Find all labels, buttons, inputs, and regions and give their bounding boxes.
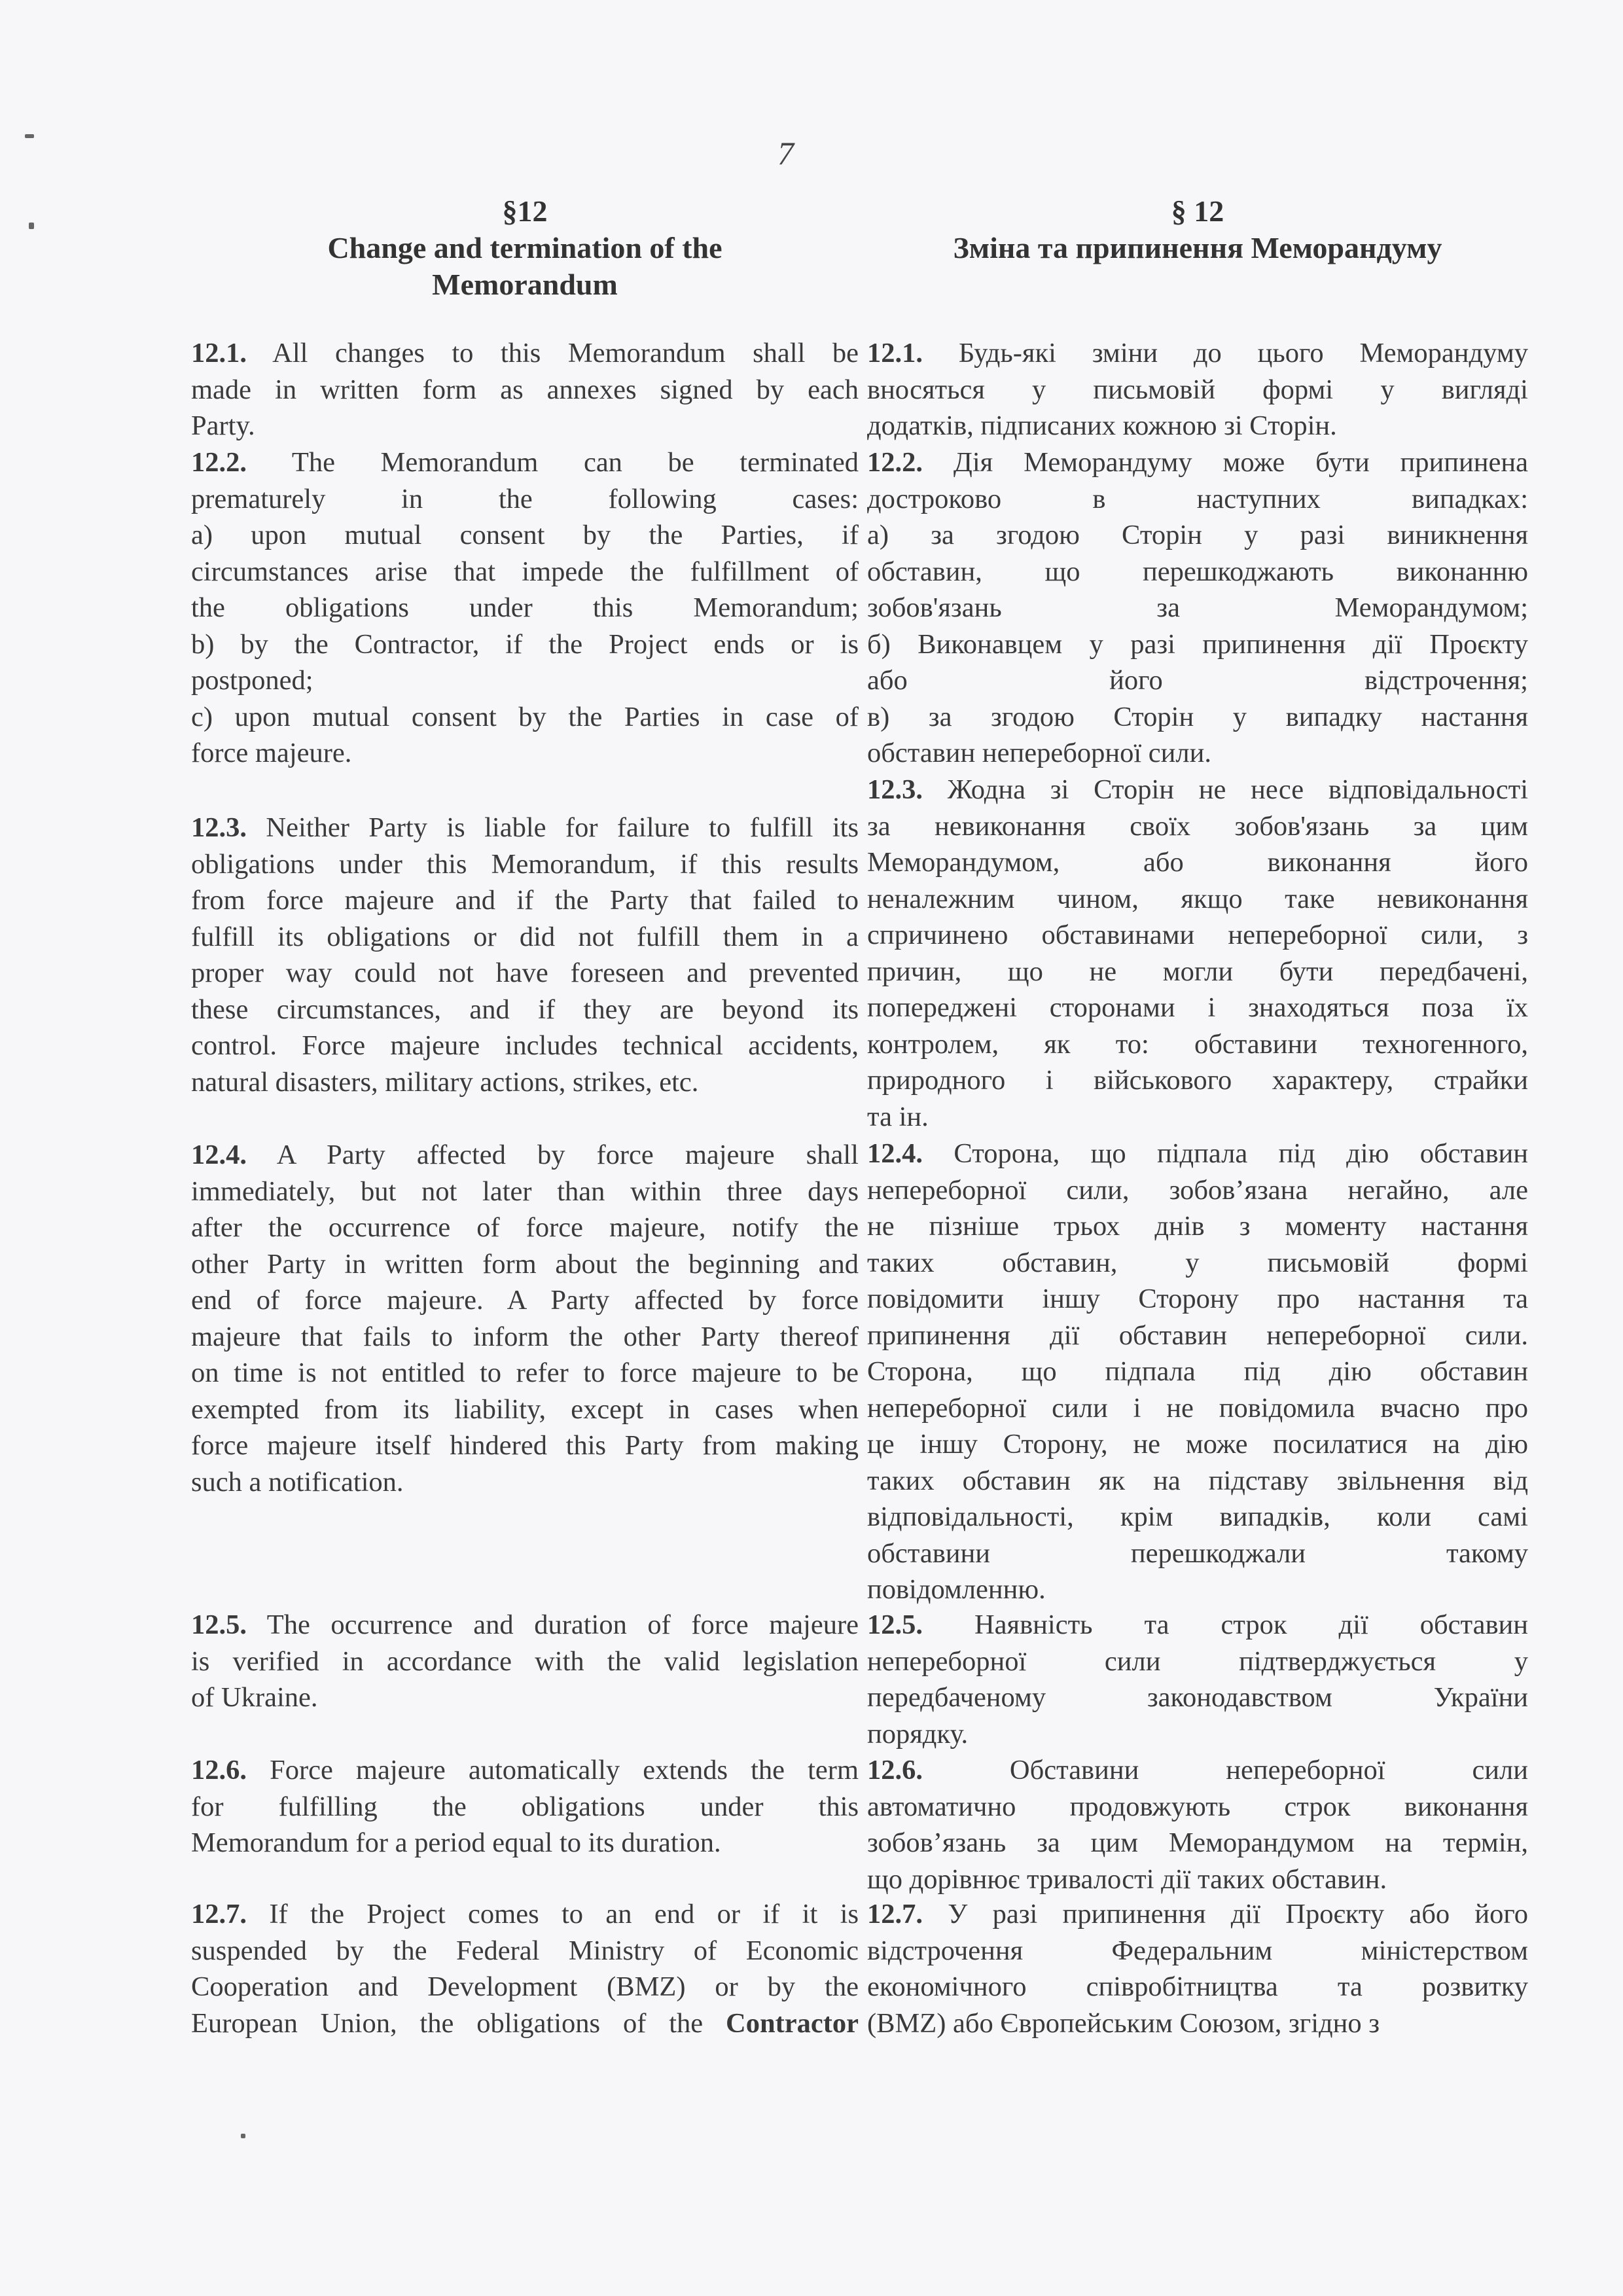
- clause-text: непереборної сили підтверджується у: [867, 1645, 1528, 1677]
- clause-12-1-uk: [867, 335, 1528, 444]
- clause-line: [191, 444, 859, 481]
- clause-text: відповідальності, крім випадків, коли самі: [867, 1501, 1528, 1532]
- clause-line: [867, 1789, 1528, 1825]
- clause-text: обставин, що перешкоджають виконанню: [867, 556, 1528, 587]
- clause-text: obligations under this Memorandum, if this results: [191, 848, 859, 880]
- clause-text: таких обставин, у письмовій формі: [867, 1247, 1528, 1278]
- clause-line: [191, 1933, 859, 1969]
- clause-line: [191, 2005, 859, 2042]
- clause-line: [867, 372, 1528, 408]
- clause-12-3-en: [191, 810, 859, 1100]
- clause-line: [191, 1210, 859, 1246]
- section-title-en-line1: Change and termination of the: [327, 231, 722, 264]
- clause-number: 12.4.: [867, 1138, 923, 1169]
- clause-line: [867, 1136, 1528, 1172]
- clause-text: неналежним чином, якщо таке невиконання: [867, 883, 1528, 914]
- clause-line: [867, 1026, 1528, 1063]
- clause-line: [191, 1427, 859, 1464]
- clause-line: [191, 517, 859, 554]
- clause-text: достроково в наступних випадках:: [867, 483, 1528, 514]
- clause-text: обставин непереборної сили.: [867, 738, 1211, 768]
- clause-12-2-uk: [867, 444, 1528, 772]
- clause-text: suspended by the Federal Ministry of Economic: [191, 1935, 859, 1966]
- clause-text: exempted from its liability, except in cases when: [191, 1393, 859, 1425]
- clause-line: [867, 2005, 1528, 2042]
- clause-text: of Ukraine.: [191, 1682, 318, 1713]
- clause-text: зобов’язань за цим Меморандумом на термін,: [867, 1827, 1528, 1858]
- clause-number: 12.5.: [191, 1609, 247, 1640]
- clause-number: 12.1.: [867, 338, 923, 368]
- clause-text: is verified in accordance with the valid legislation: [191, 1645, 859, 1677]
- clause-line: [867, 1571, 1528, 1608]
- clause-line: [191, 1752, 859, 1789]
- clause-line: [867, 1208, 1528, 1245]
- clause-line: [191, 1391, 859, 1428]
- clause-line: [867, 662, 1528, 699]
- clause-12-5-en: [191, 1607, 859, 1716]
- clause-text: додатків, підписаних кожною зі Сторін.: [867, 410, 1337, 441]
- clause-line: [191, 1282, 859, 1319]
- clause-number: 12.5.: [867, 1609, 923, 1640]
- scan-speck: [29, 223, 34, 229]
- clause-line: [867, 1426, 1528, 1463]
- clause-line: [867, 881, 1528, 918]
- clause-line: [867, 1463, 1528, 1499]
- clause-text: Memorandum for a period equal to its duration.: [191, 1827, 721, 1858]
- clause-line: [867, 1969, 1528, 2005]
- clause-text: Обставини непереборної сили: [1009, 1755, 1529, 1785]
- clause-text: c) upon mutual consent by the Parties in case of: [191, 701, 859, 732]
- clause-line: [867, 1354, 1528, 1390]
- clause-line: [191, 1174, 859, 1210]
- clause-line: [867, 1825, 1528, 1861]
- clause-text: або його відстрочення;: [867, 665, 1528, 696]
- clause-line: [191, 882, 859, 919]
- clause-text: The occurrence and duration of force majeure: [266, 1609, 859, 1640]
- clause-line: [867, 917, 1528, 954]
- clause-line: [867, 335, 1528, 372]
- clause-line: [867, 481, 1528, 518]
- clause-text: Дія Меморандуму може бути припинена: [953, 447, 1529, 478]
- clause-line: [867, 590, 1528, 626]
- clause-line: [867, 1679, 1528, 1716]
- clause-line: [867, 1716, 1528, 1753]
- clause-line: [867, 1607, 1528, 1643]
- clause-text: these circumstances, and if they are beyond its: [191, 994, 859, 1025]
- clause-text: A Party affected by force majeure shall: [276, 1139, 859, 1170]
- clause-text: автоматично продовжують строк виконання: [867, 1791, 1528, 1822]
- clause-line: [867, 444, 1528, 481]
- clause-text: immediately, but not later than within three days: [191, 1175, 859, 1207]
- clause-text: force majeure.: [191, 738, 352, 768]
- section-title-en-line2: Memorandum: [432, 268, 618, 301]
- clause-line: [867, 1752, 1528, 1789]
- clause-line: [191, 1896, 859, 1933]
- clause-text: made in written form as annexes signed by each: [191, 374, 859, 405]
- clause-line: [867, 554, 1528, 590]
- clause-line: [867, 517, 1528, 554]
- clause-line: [867, 626, 1528, 663]
- clause-number: 12.2.: [191, 447, 247, 478]
- clause-12-7-uk: [867, 1896, 1528, 2041]
- clause-text: це іншу Сторону, не може посилатися на дію: [867, 1429, 1528, 1460]
- clause-text: повідомити іншу Сторону про настання та: [867, 1283, 1528, 1314]
- clause-text: припинення дії обставин непереборної сили.: [867, 1319, 1528, 1351]
- clause-line: [191, 590, 859, 626]
- clause-line: [191, 1607, 859, 1643]
- clause-12-1-en: [191, 335, 859, 444]
- clause-text: порядку.: [867, 1718, 969, 1749]
- clause-text: природного і військового характеру, страйки: [867, 1065, 1528, 1096]
- clause-text: after the occurrence of force majeure, notify the: [191, 1212, 859, 1243]
- clause-line: [191, 919, 859, 956]
- clause-text: що дорівнює тривалості дії таких обставин.: [867, 1863, 1387, 1895]
- clause-line: [867, 1099, 1528, 1136]
- clause-number: 12.4.: [191, 1139, 247, 1170]
- clause-text: непереборної сили, зобов’язана негайно, але: [867, 1174, 1528, 1206]
- clause-text: Neither Party is liable for failure to fulfill its: [266, 812, 859, 843]
- clause-12-3-uk: [867, 772, 1528, 1135]
- clause-text: for fulfilling the obligations under this: [191, 1791, 859, 1822]
- clause-text: контролем, як то: обставини техногенного,: [867, 1028, 1528, 1060]
- section-title-uk: Зміна та припинення Меморандуму: [953, 231, 1442, 264]
- clause-number: 12.1.: [191, 338, 247, 368]
- clause-number: 12.6.: [867, 1755, 923, 1785]
- clause-line: [867, 1390, 1528, 1427]
- clause-line: [191, 992, 859, 1028]
- clause-line: [191, 1137, 859, 1174]
- clause-text: Сторона, що підпала під дію обставин: [867, 1356, 1528, 1387]
- clause-line: [867, 808, 1528, 845]
- clause-text: Сторона, що підпала під дію обставин: [954, 1138, 1529, 1169]
- clause-number: 12.2.: [867, 447, 923, 478]
- clause-text: end of force majeure. A Party affected by force: [191, 1285, 859, 1316]
- scan-speck: [25, 134, 34, 138]
- clause-text: Наявність та строк дії обставин: [974, 1609, 1528, 1640]
- clause-text: the obligations under this Memorandum;: [191, 592, 859, 623]
- clause-line: [191, 810, 859, 846]
- clause-text: Force majeure automatically extends the term: [270, 1755, 859, 1785]
- clause-text: force majeure itself hindered this Party from making: [191, 1430, 859, 1461]
- clause-number: 12.3.: [191, 812, 247, 843]
- clause-text: а) за згодою Сторін у разі виникнення: [867, 520, 1528, 550]
- clause-text: majeure that fails to inform the other Party thereof: [191, 1321, 859, 1352]
- clause-text: proper way could not have foreseen and prevented: [191, 958, 859, 988]
- clause-line: [191, 1789, 859, 1825]
- clause-12-6-uk: [867, 1752, 1528, 1897]
- clause-line: [867, 408, 1528, 444]
- clause-line: [867, 1062, 1528, 1099]
- clause-text: other Party in written form about the beginning and: [191, 1248, 859, 1280]
- clause-text: All changes to this Memorandum shall be: [272, 338, 859, 368]
- clause-text: відстрочення Федеральним міністерством: [867, 1935, 1528, 1966]
- clause-line: [191, 846, 859, 883]
- clause-line: [191, 1643, 859, 1680]
- clause-line: [867, 1281, 1528, 1318]
- section-number-en: §12: [502, 194, 548, 228]
- clause-line: [191, 1355, 859, 1391]
- clause-number: 12.7.: [867, 1899, 923, 1929]
- clause-line: [867, 990, 1528, 1026]
- section-number-uk: § 12: [1171, 194, 1224, 228]
- clause-line: [867, 954, 1528, 990]
- clause-line: [191, 662, 859, 699]
- clause-line: [867, 1933, 1528, 1969]
- clause-line: [867, 1896, 1528, 1933]
- clause-line: [191, 1028, 859, 1064]
- contractor-term: Contractor: [726, 2007, 859, 2039]
- clause-line: [191, 955, 859, 992]
- section-heading-en: [191, 193, 859, 303]
- clause-line: [191, 335, 859, 372]
- clause-text: If the Project comes to an end or if it is: [269, 1899, 859, 1929]
- clause-text: б) Виконавцем у разі припинення дії Проєкту: [867, 628, 1528, 660]
- clause-text: економічного співробітництва та розвитку: [867, 1971, 1528, 2002]
- clause-line: [191, 1246, 859, 1283]
- clause-text: зобов'язань за Меморандумом;: [867, 592, 1528, 623]
- clause-text: circumstances arise that impede the fulfillment of: [191, 556, 859, 587]
- clause-text: European Union, the obligations of the: [191, 2007, 704, 2039]
- clause-line: [191, 481, 859, 518]
- clause-line: [867, 1499, 1528, 1535]
- clause-line: [867, 1861, 1528, 1898]
- clause-text: спричинено обставинами непереборної сили, з: [867, 920, 1528, 950]
- clause-text: Меморандумом, або виконання його: [867, 847, 1528, 878]
- clause-12-6-en: [191, 1752, 859, 1861]
- clause-text: непереборної сили і не повідомила вчасно про: [867, 1392, 1528, 1424]
- clause-line: [191, 372, 859, 408]
- clause-12-2-en: [191, 444, 859, 772]
- clause-line: [867, 1245, 1528, 1282]
- clause-line: [191, 1679, 859, 1716]
- clause-12-5-uk: [867, 1607, 1528, 1752]
- clause-text: обставини перешкоджали такому: [867, 1537, 1528, 1569]
- clause-line: [191, 1969, 859, 2005]
- clause-text: Party.: [191, 410, 255, 441]
- clause-line: [867, 1643, 1528, 1680]
- clause-number: 12.3.: [867, 774, 923, 805]
- clause-text: та ін.: [867, 1101, 929, 1132]
- clause-text: не пізніше трьох днів з моменту настання: [867, 1211, 1528, 1242]
- clause-number: 12.6.: [191, 1755, 247, 1785]
- clause-text: prematurely in the following cases:: [191, 483, 859, 514]
- section-heading-uk: [867, 193, 1528, 266]
- clause-text: передбаченому законодавством України: [867, 1682, 1528, 1713]
- clause-line: [191, 626, 859, 663]
- clause-line: [191, 699, 859, 736]
- clause-text: on time is not entitled to refer to force majeure to be: [191, 1357, 859, 1388]
- clause-text: У разі припинення дії Проєкту або його: [948, 1899, 1528, 1929]
- clause-line: [867, 844, 1528, 881]
- clause-line: [867, 772, 1528, 808]
- clause-text: за невиконання своїх зобов'язань за цим: [867, 810, 1528, 842]
- clause-12-4-en: [191, 1137, 859, 1500]
- clause-line: [191, 1464, 859, 1501]
- clause-text: вносяться у письмовій формі у вигляді: [867, 374, 1528, 405]
- page-number: 7: [777, 135, 794, 171]
- clause-line: [867, 1318, 1528, 1354]
- clause-12-7-en: [191, 1896, 859, 2041]
- clause-text: в) за згодою Сторін у випадку настання: [867, 701, 1528, 732]
- clause-line: [191, 1319, 859, 1355]
- clause-text: from force majeure and if the Party that failed to: [191, 885, 859, 916]
- clause-line: [191, 554, 859, 590]
- clause-text: повідомленню.: [867, 1574, 1046, 1605]
- clause-text: таких обставин як на підставу звільнення від: [867, 1465, 1528, 1496]
- clause-text: Будь-які зміни до цього Меморандуму: [958, 338, 1529, 368]
- clause-text: Cooperation and Development (BMZ) or by the: [191, 1971, 859, 2002]
- clause-line: [191, 1825, 859, 1861]
- clause-line: [191, 408, 859, 444]
- clause-text: The Memorandum can be terminated: [291, 447, 859, 478]
- clause-text: попереджені сторонами і знаходяться поза їх: [867, 992, 1528, 1023]
- clause-text: postponed;: [191, 665, 313, 696]
- clause-line: [191, 1064, 859, 1101]
- clause-text: Жодна зі Сторін не несе відповідальності: [947, 774, 1529, 805]
- clause-number: 12.7.: [191, 1899, 247, 1929]
- clause-text: natural disasters, military actions, strikes, etc.: [191, 1066, 699, 1098]
- clause-12-4-uk: [867, 1136, 1528, 1608]
- clause-text: причин, що не могли бути передбачені,: [867, 956, 1528, 987]
- clause-line: [867, 735, 1528, 772]
- clause-line: [867, 1535, 1528, 1572]
- clause-text: control. Force majeure includes technical accidents,: [191, 1030, 859, 1061]
- clause-line: [191, 735, 859, 772]
- clause-text: b) by the Contractor, if the Project ends or is: [191, 628, 859, 660]
- clause-text: a) upon mutual consent by the Parties, if: [191, 520, 859, 550]
- clause-text: such a notification.: [191, 1466, 404, 1498]
- clause-line: [867, 1172, 1528, 1209]
- clause-line: [867, 699, 1528, 736]
- clause-text: fulfill its obligations or did not fulfill them in a: [191, 921, 859, 952]
- clause-text: (BMZ) або Європейським Союзом, згідно з: [867, 2007, 1380, 2039]
- scan-speck: [241, 2134, 245, 2138]
